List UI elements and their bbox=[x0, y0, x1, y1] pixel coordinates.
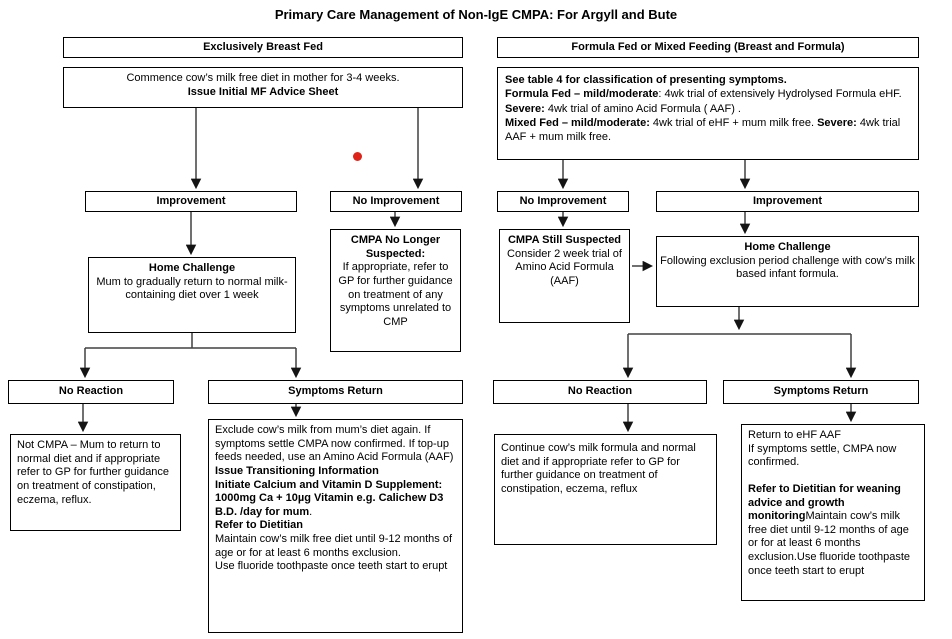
node-symptoms-return-right-label: Symptoms Return bbox=[773, 385, 869, 398]
node-commence-milk-free-diet bbox=[63, 67, 463, 108]
node-symptoms-return-left bbox=[208, 380, 463, 404]
return-p3-bold: Refer to Dietitian for weaning advice and growth monitoring bbox=[748, 482, 901, 523]
home-challenge-right-title: Home Challenge bbox=[744, 241, 831, 253]
classification-l2-normal: : 4wk trial of extensively Hydrolysed Formula eHF. bbox=[658, 88, 902, 101]
node-improvement-right-label: Improvement bbox=[752, 194, 823, 207]
classification-l2-bold2: Severe: bbox=[505, 102, 545, 115]
classification-line1: See table 4 for classification of presenting symptoms. bbox=[505, 74, 787, 86]
node-no-improvement-right bbox=[497, 191, 629, 212]
branch-header-breast-fed-label: Exclusively Breast Fed bbox=[203, 40, 323, 53]
node-symptoms-return-right bbox=[723, 380, 919, 404]
node-no-improvement-right-label: No Improvement bbox=[519, 194, 607, 207]
classification-line3 bbox=[505, 116, 911, 145]
node-not-cmpa bbox=[10, 434, 181, 531]
home-challenge-right-body: Following exclusion period challenge with cow’s milk based infant formula. bbox=[660, 254, 915, 281]
node-improvement-left bbox=[85, 191, 297, 212]
return-spacer bbox=[748, 470, 918, 483]
cmpa-still-body: Consider 2 week trial of Amino Acid Formula (AAF) bbox=[507, 247, 622, 287]
node-return-to-ehf-aaf bbox=[741, 424, 925, 601]
node-cmpa-no-longer-suspected bbox=[330, 229, 461, 352]
branch-header-formula-fed bbox=[497, 37, 919, 58]
home-challenge-left-body: Mum to gradually return to normal milk-containing diet over 1 week bbox=[96, 275, 288, 302]
return-p3-normal: Maintain cow’s milk free diet until 9-12 months of age or for at least 6 months exclusion.Use fluoride toothpaste once teeth start to erupt bbox=[748, 510, 911, 577]
return-p1: Return to eHF AAF bbox=[748, 429, 841, 441]
classification-l3-normal: 4wk trial of eHF + mum milk free. bbox=[649, 116, 818, 129]
exclude-p3 bbox=[215, 479, 456, 520]
classification-l3-bold: Mixed Fed – mild/moderate: bbox=[505, 116, 650, 129]
cmpa-no-longer-body: If appropriate, refer to GP for further guidance on treatment of any symptoms unrelated to CMP bbox=[338, 261, 453, 328]
node-continue-formula bbox=[494, 434, 717, 545]
classification-l2-normal2: 4wk trial of amino Acid Formula ( AAF) . bbox=[544, 102, 741, 115]
page-title: Primary Care Management of Non-IgE CMPA: For Argyll and Bute bbox=[274, 7, 678, 22]
node-no-reaction-right bbox=[493, 380, 707, 404]
continue-body: Continue cow’s milk formula and normal diet and if appropriate refer to GP for further guidance on treatment of constipation, eczema, reflux bbox=[501, 442, 696, 495]
branch-header-formula-fed-label: Formula Fed or Mixed Feeding (Breast and Formula) bbox=[571, 40, 845, 53]
cmpa-no-longer-title: CMPA No Longer Suspected: bbox=[350, 234, 441, 260]
node-exclude-milk-confirm bbox=[208, 419, 463, 633]
node-no-improvement-left bbox=[330, 191, 462, 212]
cmpa-still-title: CMPA Still Suspected bbox=[507, 234, 622, 246]
commence-line2: Issue Initial MF Advice Sheet bbox=[187, 85, 339, 98]
node-improvement-left-label: Improvement bbox=[156, 194, 226, 207]
node-no-reaction-right-label: No Reaction bbox=[567, 385, 633, 398]
exclude-p3-tail: . bbox=[309, 505, 313, 518]
exclude-p1: Exclude cow’s milk from mum’s diet again. If symptoms settle CMPA now confirmed. If top-up feeds needed, use an Amino Acid Formula (AAF) bbox=[215, 424, 454, 464]
node-home-challenge-right bbox=[656, 236, 919, 307]
red-dot-marker bbox=[353, 152, 362, 161]
node-cmpa-still-suspected bbox=[499, 229, 630, 323]
node-classification-table4 bbox=[497, 67, 919, 160]
not-cmpa-body: Not CMPA – Mum to return to normal diet and if appropriate refer to GP for further guidance on treatment of constipation, eczema, reflux. bbox=[17, 439, 170, 506]
classification-l3-normal2: 4wk trial AAF + mum milk free. bbox=[505, 116, 901, 144]
branch-header-breast-fed bbox=[63, 37, 463, 58]
commence-line1: Commence cow’s milk free diet in mother for 3-4 weeks. bbox=[126, 72, 400, 84]
node-no-reaction-left bbox=[8, 380, 174, 404]
return-p2: If symptoms settle, CMPA now confirmed. bbox=[748, 442, 897, 469]
node-no-improvement-left-label: No Improvement bbox=[352, 194, 440, 207]
classification-l3-bold2: Severe: bbox=[817, 116, 857, 129]
node-no-reaction-left-label: No Reaction bbox=[58, 385, 124, 398]
exclude-p2: Issue Transitioning Information bbox=[215, 464, 379, 477]
exclude-p3-bold: Initiate Calcium and Vitamin D Supplement: 1000mg Ca + 10µg Vitamin e.g. Calichew D3 B.D. /day for mum bbox=[215, 478, 444, 518]
classification-line2 bbox=[505, 87, 911, 116]
exclude-p6: Use fluoride toothpaste once teeth start to erupt bbox=[215, 560, 448, 573]
home-challenge-left-title: Home Challenge bbox=[148, 262, 236, 274]
node-home-challenge-left bbox=[88, 257, 296, 333]
exclude-p5: Maintain cow’s milk free diet until 9-12 months of age or for at least 6 months exclusion. bbox=[215, 533, 453, 559]
return-p3 bbox=[748, 483, 918, 578]
node-symptoms-return-left-label: Symptoms Return bbox=[288, 385, 383, 398]
exclude-p4: Refer to Dietitian bbox=[215, 519, 304, 532]
classification-l2-bold: Formula Fed – mild/moderate bbox=[505, 88, 659, 101]
node-improvement-right bbox=[656, 191, 919, 212]
